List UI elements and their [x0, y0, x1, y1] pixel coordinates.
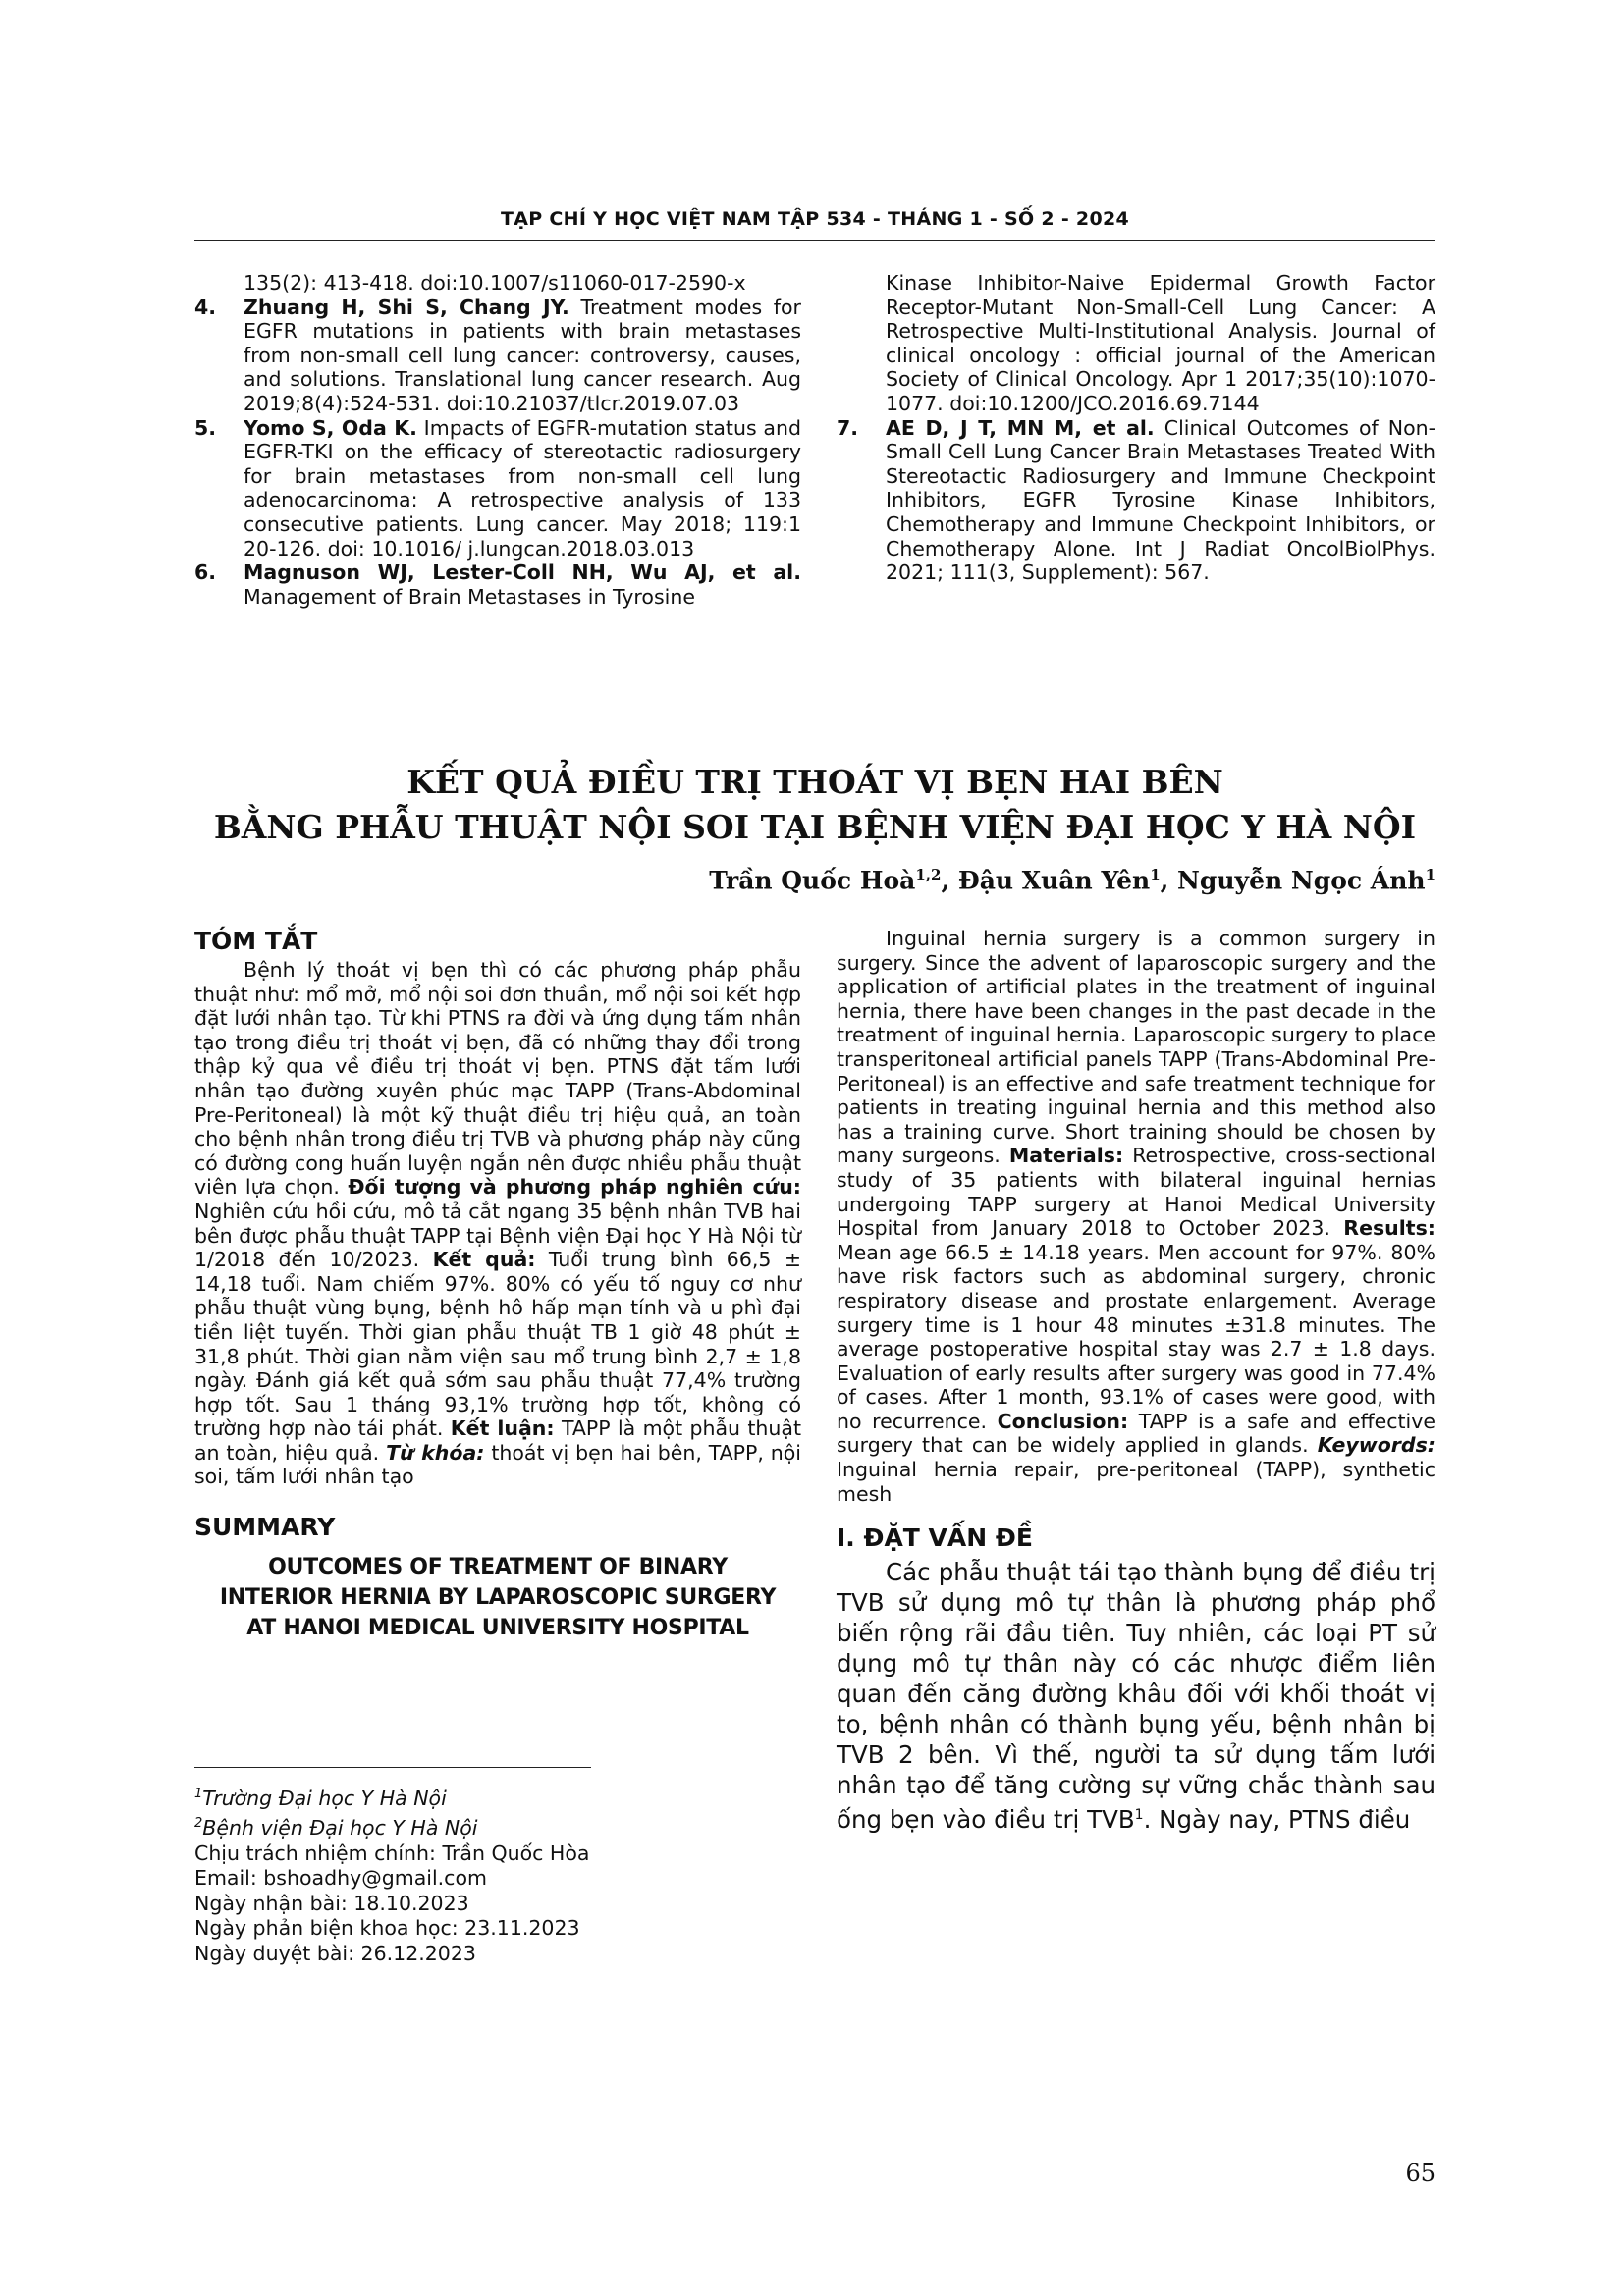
reference-7-text: Clinical Outcomes of Non-Small Cell Lung Cancer Brain Metastases Treated With Stereotactic Radiosurgery and Immune Checkpoint Inhibitors, EGFR Tyrosine Kinase Inhibitors, Chemotherapy and Immune Checkpoint Inhibitors, or Chemotherapy Alone. Int J Radiat OncolBiolPhys. 2021; 111(3, Supplement): 567.	[886, 415, 1436, 585]
reference-5-authors: Yomo S, Oda K.	[244, 415, 417, 440]
abstract-vi-text: Bệnh lý thoát vị bẹn thì có các phương pháp phẫu thuật như: mổ mở, mổ nội soi đơn thuần, mổ nội soi kết hợp đặt lưới nhân tạo. Từ khi PTNS ra đời và ứng dụng tấm nhân tạo trong điều trị thoát vị bẹn, đã có những thay đổi trong thập kỷ qua về điều trị thoát vị bẹn. PTNS đặt tấm lưới nhân tạo đường xuyên phúc mạc TAPP (Trans-Abdominal Pre-Peritoneal) là một kỹ thuật điều trị hiệu quả, an toàn cho bệnh nhân trong điều trị TVB và phương pháp này cũng có đường cong huấn luyện ngắn nên được nhiều phẫu thuật viên lựa chọn. Đối tượng và phương pháp nghiên cứu: Nghiên cứu hồi cứu, mô tả cắt ngang 35 bệnh nhân TVB hai bên được phẫu thuật TAPP tại Bệnh viện Đại học Y Hà Nội từ 1/2018 đến 10/2023. Kết quả: Tuổi trung bình 66,5 ± 14,18 tuổi. Nam chiếm 97%. 80% có yếu tố nguy cơ như phẫu thuật vùng bụng, bệnh hô hấp mạn tính và u phì đại tiền liệt tuyến. Thời gian phẫu thuật TB 1 giờ 48 phút ± 31,8 phút. Thời gian nằm viện sau mổ trung bình 2,7 ± 1,8 ngày. Đánh giá kết quả sớm sau phẫu thuật 77,4% trường hợp tốt. Sau 1 tháng 93,1% trường hợp tốt, không có trường hợp nào tái phát. Kết luận: TAPP là một phẫu thuật an toàn, hiệu quả. Từ khóa: thoát vị bẹn hai bên, TAPP, nội soi, tấm lưới nhân tạo	[194, 958, 802, 1489]
label-materials: Materials:	[1008, 1144, 1124, 1168]
label-keywords-vi: Từ khóa:	[386, 1440, 485, 1465]
summary-heading: SUMMARY	[194, 1513, 336, 1542]
author-1: Trần Quốc Hoà	[709, 866, 916, 895]
footnote-rule	[194, 1767, 591, 1768]
reference-5: 5. Yomo S, Oda K. Impacts of EGFR-mutation status and EGFR-TKI on the efficacy of stereotactic radiosurgery for brain metastases from non-small cell lung adenocarcinoma: A retrospective analysis of 133 consecutive patients. Lung cancer. May 2018; 119:1 20-126. doi: 10.1016/ j.lungcan.2018.03.013	[194, 415, 801, 561]
author-list	[709, 866, 1435, 894]
footnotes	[194, 1782, 589, 1966]
label-results-en: Results:	[1343, 1216, 1435, 1241]
reference-5-text: Impacts of EGFR-mutation status and EGFR-TKI on the efficacy of stereotactic radiosurgery for brain metastases from non-small cell lung adenocarcinoma: A retrospective analysis of 133 consecutive patients. Lung cancer. May 2018; 119:1 20-126. doi: 10.1016/ j.lungcan.2018.03.013	[244, 415, 801, 561]
header-rule	[194, 240, 1435, 241]
author-3-affiliation: 1	[1425, 866, 1435, 883]
section-1-heading: I. ĐẶT VẤN ĐỀ	[837, 1523, 1033, 1553]
reference-4-authors: Zhuang H, Shi S, Chang JY.	[244, 294, 569, 319]
affiliation-2: $^2$Bệnh viện Đại học Y Hà Nội	[194, 1816, 478, 1841]
summary-title-line-3: AT HANOI MEDICAL UNIVERSITY HOSPITAL	[246, 1616, 749, 1641]
label-conclusion-vi: Kết luận:	[450, 1416, 555, 1441]
summary-en	[837, 927, 1435, 1835]
summary-title	[194, 1552, 801, 1643]
date-received: Ngày nhận bài: 18.10.2023	[194, 1891, 469, 1915]
affiliation-1: $^1$Trường Đại học Y Hà Nội	[194, 1786, 447, 1810]
article-title-line-2: BẰNG PHẪU THUẬT NỘI SOI TẠI BỆNH VIỆN ĐẠI HỌC Y HÀ NỘI	[213, 808, 1417, 846]
reference-6-authors: Magnuson WJ, Lester-Coll NH, Wu AJ, et al.	[244, 561, 801, 585]
date-reviewed: Ngày phản biện khoa học: 23.11.2023	[194, 1916, 580, 1941]
journal-header: TẠP CHÍ Y HỌC VIỆT NAM TẬP 534 - THÁNG 1 - SỐ 2 - 2024	[500, 208, 1130, 230]
contact-email: Email: bshoadhy@gmail.com	[194, 1866, 487, 1891]
section-1-text: Các phẫu thuật tái tạo thành bụng để điều trị TVB sử dụng mô tự thân là phương pháp phổ biến rộng rãi đầu tiên. Tuy nhiên, các loại PT sử dụng mô tự thân này có các nhược điểm liên quan đến căng đường khâu đối với khối thoát vị to, bệnh nhân có thành bụng yếu, bệnh nhân bị TVB 2 bên. Vì thế, người ta sử dụng tấm lưới nhân tạo để tăng cường sự vững chắc thành sau ống bẹn vào điều trị TVB$^1$. Ngày nay, PTNS điều	[837, 1558, 1435, 1835]
abstract-vi-heading: TÓM TẮT	[194, 927, 318, 955]
citation-1: 1	[1134, 1807, 1144, 1824]
references-left	[194, 271, 801, 609]
author-2: , Đậu Xuân Yên	[941, 866, 1151, 895]
label-results-vi: Kết quả:	[432, 1248, 536, 1272]
label-conclusion-en: Conclusion:	[997, 1409, 1129, 1433]
summary-en-text: Inguinal hernia surgery is a common surgery in surgery. Since the advent of laparoscopic surgery and the application of artificial plates in the treatment of inguinal hernia, there have been changes in the past decade in the treatment of inguinal hernia. Laparoscopic surgery to place transperitoneal artificial panels TAPP (Trans-Abdominal Pre-Peritoneal) is an effective and safe treatment technique for patients in treating inguinal hernia and this method also has a training curve. Short training should be chosen by many surgeons. Materials: Retrospective, cross-sectional study of 35 patients with bilateral inguinal hernias undergoing TAPP surgery at Hanoi Medical University Hospital from January 2018 to October 2023. Results: Mean age 66.5 ± 14.18 years. Men account for 97%. 80% have risk factors such as abdominal surgery, chronic respiratory disease and prostate enlargement. Average surgery time is 1 hour 48 minutes ±31.8 minutes. The average postoperative hospital stay was 2.7 ± 1.8 days. Evaluation of early results after surgery was good in 77.4% of cases. After 1 month, 93.1% of cases were good, with no recurrence. Conclusion: TAPP is a safe and effective surgery that can be widely applied in glands. Keywords: Inguinal hernia repair, pre-peritoneal (TAPP), synthetic mesh	[837, 927, 1435, 1506]
page-number: 65	[1405, 2160, 1435, 2187]
reference-6-tail: Kinase Inhibitor-Naive Epidermal Growth Factor Receptor-Mutant Non-Small-Cell Lung Cancer: A Retrospective Multi-Institutional Analysis. Journal of clinical oncology : official journal of the American Society of Clinical Oncology. Apr 1 2017;35(10):1070-1077. doi:10.1200/JCO.2016.69.7144	[886, 271, 1435, 415]
article-title-line-1: KẾT QUẢ ĐIỀU TRỊ THOÁT VỊ BẸN HAI BÊN	[406, 763, 1223, 801]
reference-6: 6. Magnuson WJ, Lester-Coll NH, Wu AJ, et al. Management of Brain Metastases in Tyrosine	[194, 561, 801, 609]
responsible-author: Chịu trách nhiệm chính: Trần Quốc Hòa	[194, 1841, 590, 1865]
summary-title-line-2: INTERIOR HERNIA BY LAPAROSCOPIC SURGERY	[219, 1585, 777, 1611]
reference-4-text: Treatment modes for EGFR mutations in patients with brain metastases from non-small cell lung cancer: controversy, causes, and solutions. Translational lung cancer research. Aug 2019;8(4):524-531. doi:10.21037/tlcr.2019.07.03	[244, 294, 801, 415]
author-3: , Nguyễn Ngọc Ánh	[1160, 866, 1426, 895]
label-keywords-en: Keywords:	[1317, 1433, 1435, 1458]
author-2-affiliation: 1	[1150, 866, 1161, 883]
label-subjects: Đối tượng và phương pháp nghiên cứu:	[348, 1175, 801, 1200]
reference-7-authors: AE D, J T, MN M, et al.	[886, 415, 1155, 440]
reference-3-tail: 135(2): 413-418. doi:10.1007/s11060-017-2590-x	[244, 271, 746, 294]
date-accepted: Ngày duyệt bài: 26.12.2023	[194, 1941, 476, 1965]
abstract-vi	[194, 927, 801, 1643]
references-right	[837, 271, 1435, 585]
reference-4: 4. Zhuang H, Shi S, Chang JY. Treatment modes for EGFR mutations in patients with brain metastases from non-small cell lung cancer: controversy, causes, and solutions. Translational lung cancer research. Aug 2019;8(4):524-531. doi:10.21037/tlcr.2019.07.03	[194, 294, 801, 415]
reference-6-text: Management of Brain Metastases in Tyrosine	[244, 584, 695, 609]
reference-7: 7. AE D, J T, MN M, et al. Clinical Outcomes of Non-Small Cell Lung Cancer Brain Metastases Treated With Stereotactic Radiosurgery and Immune Checkpoint Inhibitors, EGFR Tyrosine Kinase Inhibitors, Chemotherapy and Immune Checkpoint Inhibitors, or Chemotherapy Alone. Int J Radiat OncolBiolPhys. 2021; 111(3, Supplement): 567.	[837, 415, 1436, 585]
author-1-affiliation: 1,2	[915, 866, 942, 883]
summary-title-line-1: OUTCOMES OF TREATMENT OF BINARY	[268, 1555, 728, 1580]
